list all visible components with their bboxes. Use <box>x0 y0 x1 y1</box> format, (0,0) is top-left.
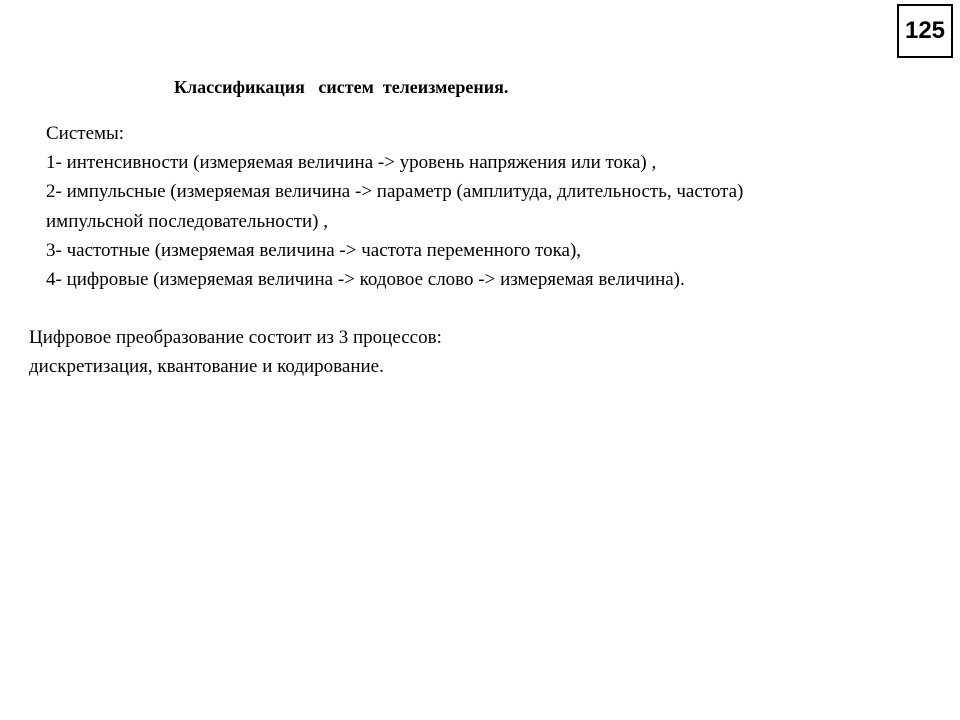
systems-item-frequency: 3- частотные (измеряемая величина -> частота переменного тока), <box>46 239 582 261</box>
digital-conversion-line-1: Цифровое преобразование состоит из 3 процессов: <box>29 327 442 348</box>
systems-item-digital: 4- цифровые (измеряемая величина -> кодовое слово -> измеряемая величина). <box>46 269 685 291</box>
page-number-badge: 125 <box>897 4 953 58</box>
digital-conversion-line-2: дискретизация, квантование и кодирование. <box>29 356 384 378</box>
systems-heading: Системы: <box>46 123 125 144</box>
systems-item-pulse: 2- импульсные (измеряемая величина -> параметр (амплитуда, длительность, частота) <box>46 181 744 203</box>
slide-title: Классификация систем телеизмерения. <box>174 77 509 97</box>
systems-item-pulse-continued: импульсной последовательности) , <box>46 210 329 232</box>
systems-list <box>46 119 946 294</box>
digital-conversion-paragraph <box>29 323 929 381</box>
systems-item-intensity: 1- интенсивности (измеряемая величина -> уровень напряжения или тока) , <box>46 152 657 174</box>
